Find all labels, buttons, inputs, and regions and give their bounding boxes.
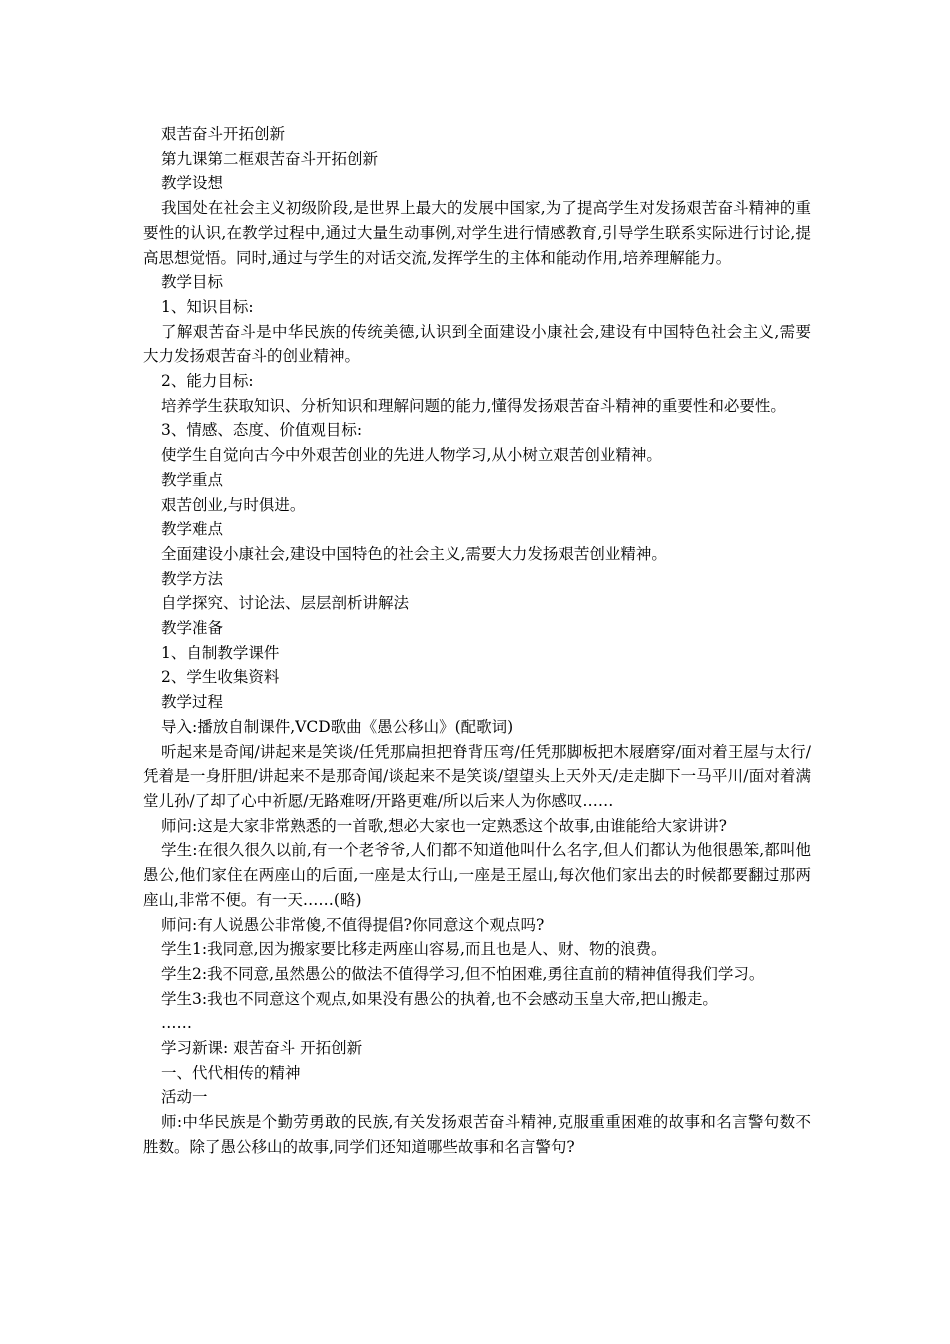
- lesson-heading: 第九课第二框艰苦奋斗开拓创新: [161, 149, 379, 168]
- section-heading: 教学方法: [161, 569, 224, 588]
- document-title: 艰苦奋斗开拓创新: [161, 125, 286, 143]
- section-heading: 教学准备: [161, 619, 224, 638]
- dialogue-line: 学生1:我同意,因为搬家要比移走两座山容易,而且也是人、财、物的浪费。: [161, 940, 667, 959]
- body-paragraph: 了解艰苦奋斗是中华民族的传统美德,认识到全面建设小康社会,建设有中国特色社会主义,需要大力发扬艰苦奋斗的创业精神。: [143, 322, 811, 366]
- dialogue-line: 学生2:我不同意,虽然愚公的做法不值得学习,但不怕困难,勇往直前的精神值得我们学习。: [161, 964, 765, 983]
- section-heading: 教学目标: [161, 273, 224, 292]
- list-item: 1、自制教学课件: [161, 643, 280, 662]
- body-paragraph: 培养学生获取知识、分析知识和理解问题的能力,懂得发扬艰苦奋斗精神的重要性和必要性。: [161, 396, 786, 415]
- section-heading: 教学难点: [161, 520, 224, 539]
- section-heading: 一、代代相传的精神: [161, 1063, 301, 1082]
- body-paragraph: 全面建设小康社会,建设中国特色的社会主义,需要大力发扬艰苦创业精神。: [161, 544, 667, 563]
- dialogue-line: 学生:在很久很久以前,有一个老爷爷,人们都不知道他叫什么名字,但人们都认为他很愚笨,都叫他愚公,他们家住在两座山的后面,一座是太行山,一座是王屋山,每次他们家出去的时候都要翻过那两座山,非常不便。有一天……(略): [143, 841, 811, 909]
- dialogue-line: 学生3:我也不同意这个观点,如果没有愚公的执着,也不会感动玉皇大帝,把山搬走。: [161, 989, 718, 1008]
- dialogue-line: 师:中华民族是个勤劳勇敢的民族,有关发扬艰苦奋斗精神,克服重重困难的故事和名言警句数不胜数。除了愚公移山的故事,同学们还知道哪些故事和名言警句?: [143, 1113, 811, 1156]
- list-item: 2、学生收集资料: [161, 668, 280, 687]
- song-lyrics: 听起来是奇闻/讲起来是笑谈/任凭那扁担把脊背压弯/任凭那脚板把木屐磨穿/面对着王屋与太行/凭着是一身肝胆/讲起来不是那奇闻/谈起来不是笑谈/望望头上天外天/走走脚下一马平川/面对着满堂儿孙/了却了心中祈愿/无路难呀/开路更难/所以后来人为你感叹……: [143, 742, 811, 810]
- section-heading: 教学重点: [161, 470, 224, 489]
- subsection-heading: 2、能力目标:: [161, 372, 254, 391]
- section-heading: 学习新课: 艰苦奋斗 开拓创新: [161, 1039, 363, 1058]
- document-body: [143, 122, 811, 1160]
- body-paragraph: 艰苦创业,与时俱进。: [161, 495, 306, 514]
- activity-heading: 活动一: [161, 1088, 208, 1107]
- section-heading: 教学过程: [161, 693, 224, 712]
- ellipsis-line: ……: [161, 1014, 192, 1033]
- subsection-heading: 1、知识目标:: [161, 297, 254, 316]
- section-heading: 教学设想: [161, 174, 224, 193]
- dialogue-line: 师问:这是大家非常熟悉的一首歌,想必大家也一定熟悉这个故事,由谁能给大家讲讲?: [161, 816, 727, 835]
- body-paragraph: 导入:播放自制课件,VCD歌曲《愚公移山》(配歌词): [161, 717, 514, 736]
- subsection-heading: 3、情感、态度、价值观目标:: [161, 421, 363, 440]
- body-paragraph: 使学生自觉向古今中外艰苦创业的先进人物学习,从小树立艰苦创业精神。: [161, 446, 662, 465]
- body-paragraph: 我国处在社会主义初级阶段,是世界上最大的发展中国家,为了提高学生对发扬艰苦奋斗精神的重要性的认识,在教学过程中,通过大量生动事例,对学生进行情感教育,引导学生联系实际进行讨论,提高思想觉悟。同时,通过与学生的对话交流,发挥学生的主体和能动作用,培养理解能力。: [143, 199, 811, 267]
- dialogue-line: 师问:有人说愚公非常傻,不值得提倡?你同意这个观点吗?: [161, 915, 545, 934]
- body-paragraph: 自学探究、讨论法、层层剖析讲解法: [161, 594, 410, 613]
